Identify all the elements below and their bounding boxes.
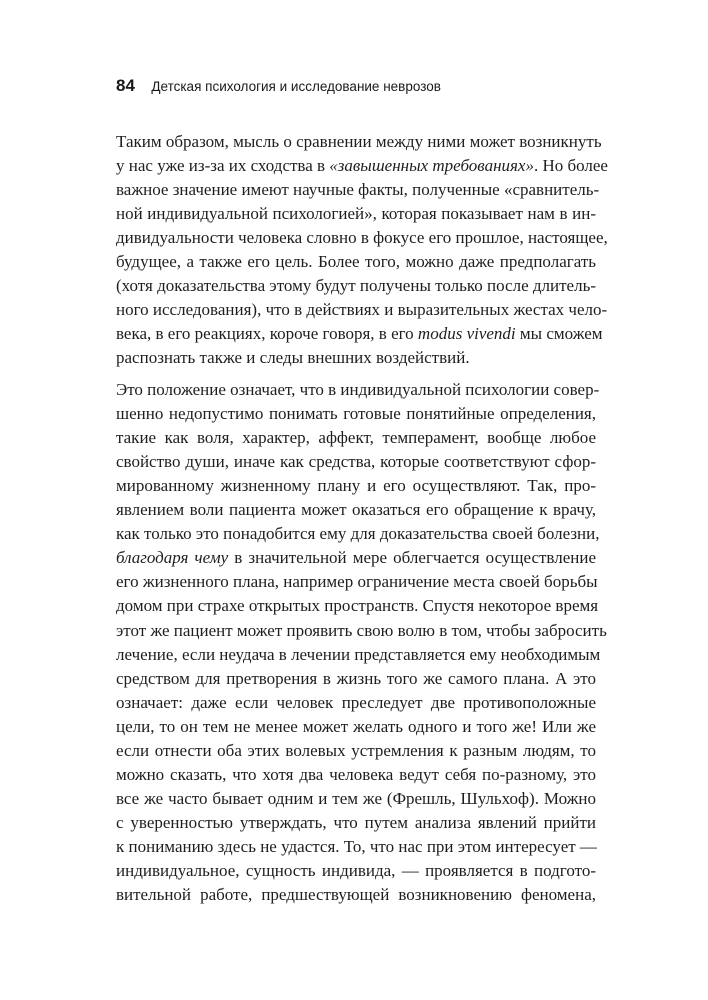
- text-segment: в значительной мере облегчается осуществление: [228, 548, 597, 568]
- text-segment: цели, то он тем не менее может желать одного и того же! Или же: [116, 716, 596, 736]
- text-segment: века, в его реакциях, короче говоря, в его: [116, 324, 418, 344]
- italic-text: благодаря чему: [116, 548, 229, 568]
- page-number: 84: [116, 76, 135, 95]
- text-line: [116, 178, 600, 202]
- text-segment: индивидуальное, сущность индивида, — проявляется в подгото-: [116, 861, 596, 880]
- text-segment: все же часто бывает одним и тем же (Фрешль, Шульхоф). Можно: [116, 788, 596, 808]
- text-segment: важное значение имеют научные факты, полученные «сравнитель-: [116, 180, 600, 200]
- text-line: [116, 859, 596, 883]
- text-segment: Это положение означает, что в индивидуальной психологии совер-: [116, 380, 600, 399]
- text-segment: как только это понадобится ему для доказательства своей болезни,: [116, 524, 600, 544]
- text-line: [116, 619, 607, 643]
- text-segment: (хотя доказательства этому будут получены только после длитель-: [116, 276, 596, 296]
- text-line: [116, 715, 596, 739]
- text-segment: вительной работе, предшествующей возникновению феномена,: [116, 885, 596, 905]
- text-segment: с уверенностью утверждать, что путем анализа явлений прийти: [116, 812, 596, 832]
- text-line: [116, 426, 596, 450]
- text-line: [116, 402, 596, 426]
- text-line: [116, 883, 596, 907]
- text-segment: у нас уже из-за их сходства в: [116, 156, 330, 176]
- text-segment: лечение, если неудача в лечении представляется ему необходимым: [116, 644, 601, 664]
- text-line: [116, 498, 596, 522]
- text-line: [116, 226, 608, 250]
- text-segment: такие как воля, характер, аффект, темперамент, вообще любое: [116, 428, 596, 448]
- page-header: [116, 76, 441, 98]
- text-segment: можно сказать, что хотя два человека ведут себя по-разному, это: [116, 764, 596, 784]
- text-segment: будущее, а также его цель. Более того, можно даже предполагать: [116, 252, 596, 272]
- text-line: [116, 378, 600, 402]
- text-line: [116, 739, 596, 763]
- text-line: [116, 835, 596, 859]
- text-line: [116, 594, 599, 618]
- text-line: [116, 474, 596, 498]
- text-segment: мы сможем: [515, 324, 603, 344]
- text-line: [116, 522, 600, 546]
- text-segment: явлением воли пациента может оказаться его обращение к врачу,: [116, 500, 596, 520]
- text-segment: . Но более: [533, 156, 608, 176]
- running-title: Детская психология и исследование неврозов: [151, 79, 441, 94]
- text-segment: этот же пациент может проявить свою волю в том, чтобы забросить: [116, 620, 607, 640]
- text-line: [116, 570, 596, 594]
- text-line: [116, 643, 601, 667]
- text-line: [116, 346, 596, 370]
- text-segment: средством для претворения в жизнь того же самого плана. А это: [116, 668, 596, 688]
- text-segment: дивидуальности человека словно в фокусе его прошлое, настоящее,: [116, 228, 608, 248]
- italic-text: modus vivendi: [417, 324, 516, 344]
- text-line: [116, 667, 596, 691]
- text-line: [116, 763, 596, 787]
- italic-text: «завышенных требованиях»: [329, 156, 534, 176]
- text-segment: означает: даже если человек преследует две противоположные: [116, 692, 596, 712]
- text-segment: ного исследования), что в действиях и выразительных жестах чело-: [116, 300, 608, 320]
- text-segment: если отнести оба этих волевых устремления к разным людям, то: [116, 740, 596, 760]
- text-segment: свойство души, иначе как средства, которые соответствуют сфор-: [116, 452, 596, 472]
- text-segment: распознать также и следы внешних воздействий.: [116, 348, 470, 368]
- text-line: [116, 546, 596, 570]
- text-line: [116, 787, 596, 811]
- text-segment: его жизненного плана, например ограничение места своей борьбы: [116, 572, 598, 592]
- text-line: [116, 154, 608, 178]
- text-line: [116, 298, 608, 322]
- text-line: [116, 274, 596, 298]
- text-line: [116, 250, 596, 274]
- text-line: [116, 450, 596, 474]
- text-segment: к пониманию здесь не удастся. То, что нас при этом интересует —: [116, 836, 597, 856]
- text-line: [116, 691, 596, 715]
- text-segment: шенно недопустимо понимать готовые понятийные определения,: [116, 404, 596, 424]
- text-segment: Таким образом, мысль о сравнении между ними может возникнуть: [116, 132, 602, 151]
- text-line: [116, 811, 596, 835]
- text-line: [116, 130, 602, 154]
- text-segment: ной индивидуальной психологией», которая показывает нам в ин-: [116, 204, 596, 224]
- text-line: [116, 202, 596, 226]
- text-segment: домом при страхе открытых пространств. Спустя некоторое время: [116, 596, 599, 616]
- text-segment: мированному жизненному плану и его осуществляют. Так, про-: [116, 476, 596, 496]
- text-line: [116, 322, 603, 346]
